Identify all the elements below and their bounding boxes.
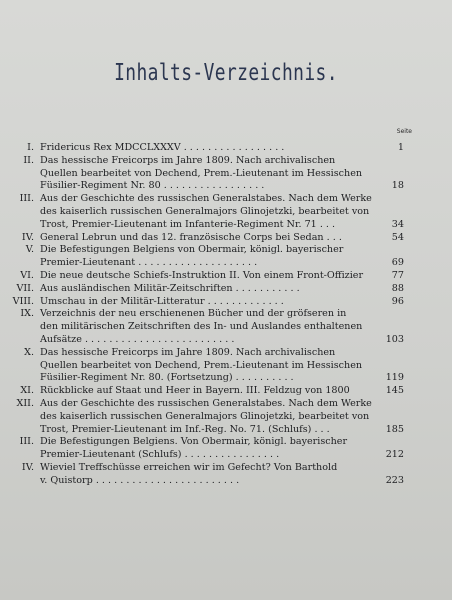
toc-entry-line: Trost, Premier-Lieutenant im Infanterie-Regiment Nr. 71 . . . bbox=[40, 218, 336, 230]
toc-entry bbox=[0, 155, 452, 193]
toc-entry-line: Füsilier-Regiment Nr. 80 . . . . . . . . . . . . . . . . . bbox=[40, 180, 265, 192]
toc-entry-line: Aus der Geschichte des russischen Generalstabes. Nach dem Werke bbox=[40, 397, 372, 409]
toc-entry bbox=[0, 283, 452, 296]
toc-entry-line: Premier-Lieutenant (Schlufs) . . . . . . . . . . . . . . . . bbox=[40, 449, 280, 461]
toc-entry-number: IV. bbox=[21, 461, 34, 473]
toc-entry-line: Die Befestigungen Belgiens. Von Obermair, königl. bayerischer bbox=[40, 436, 348, 448]
toc-entry-number: II. bbox=[23, 154, 34, 166]
toc-entry bbox=[0, 462, 452, 488]
toc-entry-text bbox=[40, 436, 404, 462]
toc-entry-number: VIII. bbox=[12, 295, 34, 307]
toc-entry-number: IV. bbox=[21, 231, 34, 243]
toc-entry-page: 34 bbox=[391, 218, 404, 230]
toc-entry-number: VI. bbox=[20, 269, 34, 281]
toc-entry-page: 223 bbox=[385, 474, 404, 486]
toc-entry-number: X. bbox=[24, 346, 34, 358]
toc-entry-number: XI. bbox=[20, 385, 34, 397]
toc-entry-text bbox=[40, 232, 404, 245]
toc-entry-line: General Lebrun und das 12. französische Corps bei Sedan . . . bbox=[40, 231, 342, 243]
toc-entry-line: des kaiserlich russischen Generalmajors Glinojetzki, bearbeitet von bbox=[40, 205, 370, 217]
toc-entry-page: 96 bbox=[391, 295, 404, 307]
toc-entry-text bbox=[40, 244, 404, 270]
toc-entry-line: Aus der Geschichte des russischen Generalstabes. Nach dem Werke bbox=[40, 193, 372, 205]
toc-entry bbox=[0, 142, 452, 155]
toc-entry-line: Wieviel Treffschüsse erreichen wir im Gefecht? Von Barthold bbox=[40, 461, 338, 473]
toc-entry-page: 77 bbox=[391, 269, 404, 281]
toc-entry-text bbox=[40, 347, 404, 385]
toc-entry-line: Die Befestigungen Belgiens von Obermair, königl. bayerischer bbox=[40, 244, 344, 256]
toc-entry-page: 212 bbox=[385, 449, 404, 461]
toc-entry-text bbox=[40, 142, 404, 155]
toc-entry-number: IX. bbox=[20, 308, 34, 320]
toc-entry-line: v. Quistorp . . . . . . . . . . . . . . . . . . . . . . . . bbox=[40, 474, 240, 486]
toc-entry-page: 185 bbox=[385, 423, 404, 435]
toc-entry-text bbox=[40, 398, 404, 436]
toc-entry-number: I. bbox=[27, 142, 34, 153]
toc-entry bbox=[0, 436, 452, 462]
toc-entry-line: Aus ausländischen Militär-Zeitschriften . . . . . . . . . . . bbox=[40, 282, 300, 294]
toc-entry-line: den militärischen Zeitschriften des In- und Auslandes enthaltenen bbox=[40, 321, 363, 333]
toc-entry-line: Füsilier-Regiment Nr. 80. (Fortsetzung) . . . . . . . . . . bbox=[40, 372, 294, 384]
toc-entry-text bbox=[40, 308, 404, 346]
toc-entry-number: III. bbox=[19, 436, 34, 448]
toc-entry-number: XII. bbox=[16, 397, 34, 409]
toc-entry-line: Quellen bearbeitet von Dechend, Prem.-Lieutenant im Hessischen bbox=[40, 167, 363, 179]
toc-entry bbox=[0, 232, 452, 245]
toc-entry-line: Das hessische Freicorps im Jahre 1809. Nach archivalischen bbox=[40, 154, 336, 166]
page-title: Inhalts-Verzeichnis. bbox=[114, 60, 338, 86]
toc-entry bbox=[0, 193, 452, 231]
toc-entry-text bbox=[40, 385, 404, 398]
toc-entry-page: 54 bbox=[391, 231, 404, 243]
toc-entry bbox=[0, 270, 452, 283]
toc-entry-line: Premier-Lieutenant . . . . . . . . . . . . . . . . . . . . bbox=[40, 257, 258, 269]
toc-entry-page: 88 bbox=[391, 282, 404, 294]
toc-entry bbox=[0, 296, 452, 309]
toc-entry-line: Aufsätze . . . . . . . . . . . . . . . . . . . . . . . . . bbox=[40, 333, 235, 345]
toc-entry-page: 69 bbox=[391, 257, 404, 269]
toc-entry-number: V. bbox=[25, 244, 34, 256]
toc-entry bbox=[0, 308, 452, 346]
toc-entry-line: des kaiserlich russischen Generalmajors Glinojetzki, bearbeitet von bbox=[40, 410, 370, 422]
toc-entry-line: Umschau in der Militär-Litteratur . . . . . . . . . . . . . bbox=[40, 295, 284, 307]
toc-entry-line: Trost, Premier-Lieutenant im Inf.-Reg. No. 71. (Schlufs) . . . bbox=[40, 423, 330, 435]
toc-entry-line: Das hessische Freicorps im Jahre 1809. Nach archivalischen bbox=[40, 346, 336, 358]
toc-entry-number: VII. bbox=[16, 282, 34, 294]
toc-entry-page: 103 bbox=[385, 333, 404, 345]
toc-entry-page: 119 bbox=[385, 372, 404, 384]
toc-entry-text bbox=[40, 270, 404, 283]
toc-entry-text bbox=[40, 155, 404, 193]
page-column-label: Seite bbox=[396, 128, 412, 135]
toc-entry bbox=[0, 385, 452, 398]
toc-entry-text bbox=[40, 462, 404, 488]
toc-entry-line: Quellen bearbeitet von Dechend, Prem.-Lieutenant im Hessischen bbox=[40, 359, 363, 371]
toc-entry-line: Verzeichnis der neu erschienenen Bücher und der gröfseren in bbox=[40, 308, 347, 320]
toc-entry bbox=[0, 244, 452, 270]
toc-entry-number: III. bbox=[19, 193, 34, 205]
toc-entry-page: 1 bbox=[397, 142, 404, 153]
toc-entry-line: Rückblicke auf Staat und Heer in Bayern. III. Feldzug von 1800 bbox=[40, 385, 350, 397]
toc-entry-page: 145 bbox=[385, 385, 404, 397]
toc-entry-line: Die neue deutsche Schiefs-Instruktion II. Von einem Front-Offizier bbox=[40, 269, 364, 281]
toc-entry bbox=[0, 347, 452, 385]
toc-entry-text bbox=[40, 193, 404, 231]
toc-entry-text bbox=[40, 283, 404, 296]
toc-entry-page: 18 bbox=[391, 180, 404, 192]
toc-entry bbox=[0, 398, 452, 436]
table-of-contents bbox=[0, 142, 452, 488]
toc-entry-text bbox=[40, 296, 404, 309]
toc-entry-line: Fridericus Rex MDCCLXXXV . . . . . . . . . . . . . . . . . bbox=[40, 142, 285, 153]
